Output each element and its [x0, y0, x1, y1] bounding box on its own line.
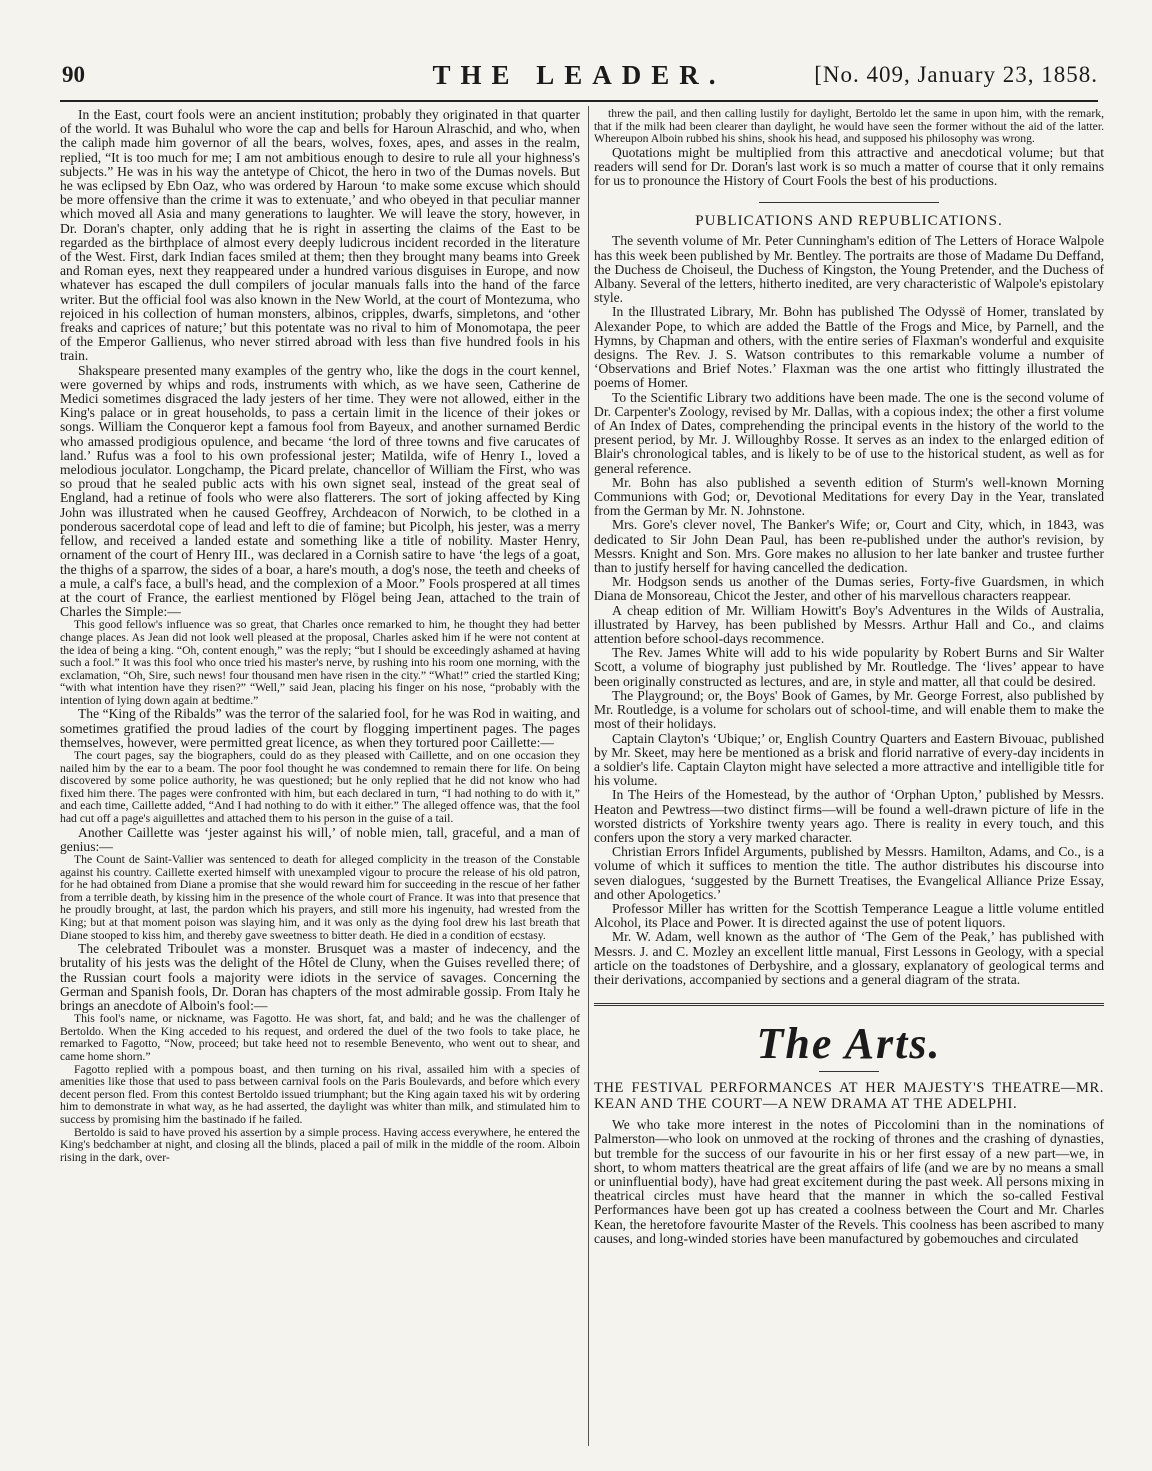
paragraph: The celebrated Triboulet was a monster. Brusquet was a master of indecency, and the brutality of his jests was the delight of the Hôtel de Cluny, when the Guises revelled there; of the Russian court fools a majority were idiots in the service of savages. Concerning the German and Spanish fools, Dr. Doran has chapters of the most admirable gossip. From Italy he brings an anecdote of Alboin's fool:—: [60, 941, 580, 1014]
paragraph: The “King of the Ribalds” was the terror of the salaried fool, for he was Rod in waiting, and sometimes gratified the proud ladies of the court by flogging impertinent pages. The pages themselves, however, were permitted great licence, as when they tortured poor Caillette:—: [60, 706, 580, 750]
page-header: [60, 56, 1098, 96]
section-divider: [594, 1003, 1104, 1006]
ornament-rule: [819, 1071, 879, 1072]
issue-info: [No. 409, January 23, 1858.: [814, 62, 1098, 87]
paragraph: Mr. Bohn has also published a seventh edition of Sturm's well-known Morning Communions with God; or, Devotional Meditations for every Day in the Year, translated from the German by Mr. N. Johnstone.: [594, 474, 1104, 519]
quoted-extract: Bertoldo is said to have proved his assertion by a simple process. Having access everywhere, he entered the King's bedchamber at night, and closing all the blinds, placed a pail of milk in the middle of the room. Alboin rising in the dark, over-: [60, 1125, 580, 1164]
quoted-extract: The court pages, say the biographers, could do as they pleased with Caillette, and on one occasion they nailed him by the ear to a beam. The poor fool thought he was condemned to remain there for life. On being discovered by some police authority, he was questioned; but he only replied that he did not know who had fixed him there. The pages were confronted with him, but each declared in turn, “I had nothing to do with it,” and each time, Caillette added, “And I had nothing to do with it either.” The alleged offence was, that the fool had cut off a page's aiguillettes and attached them to his person in the guise of a tail.: [60, 749, 580, 826]
paragraph: Mr. W. Adam, well known as the author of ‘The Gem of the Peak,’ has published with Messrs. J. and C. Mozley an excellent little manual, First Lessons in Geology, with a special article on the toadstones of Derbyshire, and a glossary, explanatory of geological terms and their derivations, accompanied by sections and a general diagram of the strata.: [594, 929, 1104, 987]
paragraph: Christian Errors Infidel Arguments, published by Messrs. Hamilton, Adams, and Co., is a volume of which it suffices to mention the title. The author distributes his discourse into seven dialogues, ‘suggested by the Burnett Treatises, the Evangelical Alliance Prize Essay, and other Apologetics.’: [594, 844, 1104, 902]
paragraph: In the Illustrated Library, Mr. Bohn has published The Odyssë of Homer, translated by Alexander Pope, to which are added the Battle of the Frogs and Mice, by Parnell, and the Hymns, by Chapman and others, with the entire series of Flaxman's wonderful and exquisite designs. The Rev. J. S. Watson contributes to this remarkable volume a number of ‘Observations and Brief Notes.’ Flaxman was the one artist who fittingly illustrated the poems of Homer.: [594, 304, 1104, 391]
section-rule: [759, 202, 939, 203]
quoted-extract: Fagotto replied with a pompous boast, and then turning on his rival, assailed him with a species of amenities like those that used to pass between carnival fools on the Paris Boulevards, and before which every decent person fled. From this contest Bertoldo issued triumphant; but the King again taxed his wit by ordering him to demonstrate in what way, as he had asserted, the daylight was whiter than milk, and stimulated him to success by promising him the bastinado if he failed.: [60, 1062, 580, 1126]
publications-heading: PUBLICATIONS AND REPUBLICATIONS.: [695, 213, 1003, 230]
header-rule: [60, 100, 1098, 102]
quoted-extract: threw the pail, and then calling lustily for daylight, Bertoldo let the same in upon him, with the remark, that if the milk had been clearer than daylight, he would have seen the former without the aid of the latter. Whereupon Alboin rubbed his shins, shook his head, and supposed his philosophy was wrong.: [594, 108, 1104, 146]
article-heading: THE FESTIVAL PERFORMANCES AT HER MAJESTY'S THEATRE—MR. KEAN AND THE COURT—A NEW DRAMA AT THE ADELPHI.: [594, 1080, 1104, 1113]
paragraph: Shakspeare presented many examples of the gentry who, like the dogs in the court kennel, were governed by whips and rods, instruments with which, as we have seen, Catherine de Medici sometimes disgraced the lady jesters of her time. They were not allowed, either in the King's palace or in great households, to pass a certain limit in the licence of their jokes or songs. William the Conqueror kept a famous fool from Bayeux, and another surnamed Berdic who amassed prodigious opulence, and became ‘the lord of three towns and five carucates of land.’ Rufus was a fool to his own professional jester; Matilda, wife of Henry I., loved a melodious joculator. Longchamp, the Picard prelate, chancellor of William the First, who was so proud that he sealed public acts with his own signet seal, instead of the great seal of England, had a retinue of fools who were also flatterers. The sort of joking affected by King John was illustrated when he caused Geoffrey, Archdeacon of Norwich, to be clothed in a ponderous sacerdotal cope of lead and left to die of famine; but Picolph, his jester, was a merry fellow, and received a landed estate and something like a title of nobility. Master Henry, ornament of the court of Henry III., was declared in a Cornish satire to have ‘the legs of a goat, the thighs of a sparrow, the sides of a boar, a hare's mouth, a dog's nose, the teeth and cheeks of a mule, a calf's face, a bull's head, and the complexion of a Moor.” Fools prospered at all times at the court of France, the earliest mentioned by Flögel being Jean, attached to the train of Charles the Simple:—: [60, 362, 580, 620]
paragraph: The Playground; or, the Boys' Book of Games, by Mr. George Forrest, also published by Mr. Routledge, is a volume for scholars out of school-time, and will enable them to make the most of their holidays.: [594, 687, 1104, 732]
page-number: 90: [62, 62, 85, 87]
column-divider: [588, 106, 589, 1446]
quoted-extract: This fool's name, or nickname, was Fagotto. He was short, fat, and bald; and he was the challenger of Bertoldo. When the King acceded to his request, and ordered the duel of the two fools to take place, he remarked to Fagotto, “Now, proceed; but take heed not to resemble Benevento, who went out to shear, and came home shorn.”: [60, 1012, 580, 1063]
paragraph: Another Caillette was ‘jester against his will,’ of noble mien, tall, graceful, and a man of genius:—: [60, 824, 580, 854]
arts-section-title: The Arts.: [756, 1019, 942, 1069]
paragraph: In The Heirs of the Homestead, by the author of ‘Orphan Upton,’ published by Messrs. Heaton and Pewtress—two distinct firms—will be found a well-drawn picture of life in the worsted districts of Yorkshire twenty years ago. There is reality in every touch, and this confers upon the story a very marked character.: [594, 787, 1104, 845]
right-column: [594, 108, 1104, 1453]
paragraph: Professor Miller has written for the Scottish Temperance League a little volume entitled Alcohol, its Place and Power. It is directed against the use of potent liquors.: [594, 900, 1104, 931]
paragraph: Mrs. Gore's clever novel, The Banker's Wife; or, Court and City, which, in 1843, was dedicated to Sir John Dean Paul, has been re-published under the author's revision, by Messrs. Knight and Son. Mrs. Gore makes no allusion to her late banker and trustee further than to justify herself for having cancelled the dedication.: [594, 517, 1104, 576]
masthead: THE LEADER.: [432, 60, 726, 90]
paragraph: Captain Clayton's ‘Ubique;’ or, English Country Quarters and Eastern Bivouac, published by Mr. Skeet, may here be mentioned as a brisk and florid narrative of every-day incidents in a soldier's life. Captain Clayton might have selected a more attractive and intelligible title for his volume.: [594, 730, 1104, 789]
article-body: We who take more interest in the notes of Piccolomini than in the nominations of Palmerston—who look on unmoved at the rocking of thrones and the crashing of dynasties, but tremble for the success of our favourite in his or her first essay of a new part—we, in short, to whom matters theatrical are the great affairs of life (and we are by no means a small or uninfluential body), have had great excitement during the past week. All persons mixing in theatrical circles must have heard that the manner in which the so-called Festival Performances have been got up has created a coolness between the Court and Mr. Charles Kean, the heretofore favourite Master of the Revels. This coolness has been ascribed to many causes, and long-winded stories have been manufactured by gobemouches and circulated: [594, 1117, 1104, 1246]
quoted-extract: This good fellow's influence was so great, that Charles once remarked to him, he thought they had better change places. As Jean did not look well pleased at the proposal, Charles asked him if he were not content at the idea of being a king. “Oh, content enough,” was the reply; “but I should be exceedingly ashamed at having such a fool.” It was this fool who once tried his master's nerve, by rushing into his room one morning, with the exclamation, “Oh, Sire, such news! four thousand men have risen in the city.” “What!” cried the startled King; “with what intention have they risen?” “Well,” said Jean, placing his finger on his nose, “probably with the intention of lying down again at bedtime.”: [60, 618, 580, 707]
paragraph: A cheap edition of Mr. William Howitt's Boy's Adventures in the Wilds of Australia, illustrated by Harvey, has been published by Messrs. Arthur Hall and Co., and claims attention before school-days recommence.: [594, 602, 1104, 647]
paragraph: The Rev. James White will add to his wide popularity by Robert Burns and Sir Walter Scott, a volume of biography just published by Mr. Routledge. The ‘lives’ appear to have been originally constructed as lectures, and are, in style and matter, all that could be desired.: [594, 645, 1104, 689]
quoted-extract: The Count de Saint-Vallier was sentenced to death for alleged complicity in the treason of the Constable against his country. Caillette exerted himself with unexampled vigour to procure the release of his old patron, for he had obtained from Diane a promise that she would reward him for succeeding in the rescue of her father from a terrible death, by kissing him in the presence of the whole court of France. It was into that presence that he proudly brought, at last, the pardon which his prayers, and still more his ingenuity, had wrested from the King; but at that moment poison was slaying him, and it was only as the dying fool drew his last breath that Diane stooped to kiss him, and thereby gave sweetness to bitter death. He died in a condition of ecstasy.: [60, 853, 580, 942]
paragraph: In the East, court fools were an ancient institution; probably they originated in that quarter of the world. It was Buhalul who wore the cap and bells for Haroun Alraschid, and who, when the caliph made him governor of all the bears, wolves, foxes, apes, and asses in the realm, replied, “It is too much for me; I am not ambitious enough to desire to rule all your highness's subjects.” He was in his way the antetype of Chicot, the hero in two of the Dumas novels. But he was eclipsed by Ebn Oaz, who was ordered by Haroun ‘to make some excuse which should be more offensive than the crime it was to extenuate,’ and who obeyed in that peculiar manner which moved all Asia and many generations to laughter. We will leave the story, however, in Dr. Doran's chapter, only adding that he is right in asserting the claims of the East to be regarded as the birthplace of almost every deeply ludicrous incident recorded in the literature of the West. First, dark Indian faces smiled at them; then they brought many beams into Greek and Roman eyes, next they reappeared under a hundred various disguises in Europe, and now whatever has escaped the dull compilers of jocular manuals falls into the hand of the farce writer. But the official fool was also known in the New World, at the court of Montezuma, who rejoiced in his collection of human monsters, albinos, cripples, dwarfs, simpletons, and ‘other freaks and caprices of nature;’ but this potentate was no rival to him of Monomotapa, the peer of the Emperor Gallienus, who never stirred abroad with less than five hundred fools in his train.: [60, 108, 580, 364]
paragraph: Mr. Hodgson sends us another of the Dumas series, Forty-five Guardsmen, in which Diana de Monsoreau, Chicot the Jester, and other of his marvellous characters reappear.: [594, 574, 1104, 604]
paragraph: Quotations might be multiplied from this attractive and anecdotical volume; but that readers will send for Dr. Doran's last work is so much a matter of course that it only remains for us to pronounce the History of Court Fools the best of his productions.: [594, 144, 1104, 189]
paragraph: To the Scientific Library two additions have been made. The one is the second volume of Dr. Carpenter's Zoology, revised by Mr. Dallas, with a copious index; the other a first volume of An Index of Dates, comprehending the principal events in the history of the world to the present period, by Mr. J. Willoughby Rosse. It serves as an index to the enlarged edition of Blair's chronological tables, and is likely to be of use to the historical student, as well as for general reference.: [594, 389, 1104, 476]
paragraph: The seventh volume of Mr. Peter Cunningham's edition of The Letters of Horace Walpole has this week been published by Mr. Bentley. The portraits are those of Madame Du Deffand, the Duchess de Choiseul, the Duchess of Kingston, the Young Pretender, and the Duchess of Albany. Several of the letters, hitherto inedited, are very characteristic of Walpole's epistolary style.: [594, 233, 1104, 306]
left-column: [60, 108, 580, 1453]
